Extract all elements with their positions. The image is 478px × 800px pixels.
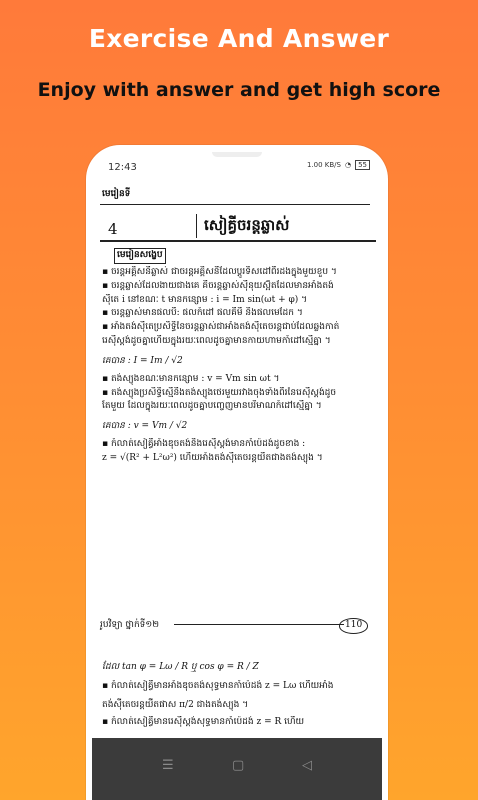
page-number: 110 bbox=[339, 618, 368, 634]
text-line: ▪ តង់ស្យុងខណៈមានកន្សោម : v = Vm sin ωt ។ bbox=[102, 373, 280, 384]
formula-line: ដែល tan φ = Lω / R ឬ cos φ = R / Z bbox=[102, 662, 259, 672]
document-body bbox=[102, 266, 372, 466]
text-line: ▪ កំលាត់សៀគ្វីអាំងឌុចតង់និងរេស៊ីស្តង់មានកាំប៉េដង់ដូចខាង : bbox=[102, 439, 306, 450]
formula-line: គេបាន : I = Im / √2 bbox=[102, 355, 183, 366]
promo-subtitle: Enjoy with answer and get high score bbox=[37, 79, 441, 101]
text-line: តែមួយ ដែលក្នុងរយៈពេលដូចគ្នាបញ្ចេញមានបរិមាណកំដៅស្មើគ្នា ។ bbox=[102, 401, 322, 412]
text-line: ▪ កំលាត់សៀគ្វីមានអាំងឌុចតង់សុទ្ធមានកាំប៉េដង់ z = Lω ហើយអាំង bbox=[102, 681, 334, 691]
text-line: ▪ អាំងតង់ស៊ីតេប្រសិទ្ធិនៃចរន្តឆ្លាស់ជាអាំងតង់ស៊ីតេចរន្តជាប់ដែលឆ្លងកាត់ bbox=[102, 322, 340, 333]
wifi-icon: ◔ bbox=[344, 161, 352, 169]
camera-notch bbox=[212, 152, 262, 157]
home-icon[interactable]: ▢ bbox=[232, 758, 245, 773]
chapter-number: 4 bbox=[108, 220, 118, 238]
status-time: 12:43 bbox=[108, 162, 137, 173]
status-bar bbox=[92, 152, 382, 178]
status-icons bbox=[307, 160, 370, 170]
phone-screen bbox=[92, 152, 382, 800]
navigation-bar bbox=[92, 738, 382, 800]
divider bbox=[100, 204, 370, 205]
battery-icon: 55 bbox=[355, 160, 370, 170]
text-line: ▪ ចរន្តឆ្លាស់មានផលបី: ផលកំដៅ ផលគីមី និងផលមេដែក ។ bbox=[102, 308, 303, 319]
text-line: z = √(R² + L²ω²) ហើយអាំងតង់ស៊ីតេចរន្តយឺតជាងតង់ស្យុង ។ bbox=[102, 452, 323, 463]
divider bbox=[196, 214, 197, 238]
text-line: រេស៊ីស្តង់ដូចគ្នាហើយក្នុងរយៈពេលដូចគ្នាមានកាយហាមកាំដៅស្មើគ្នា ។ bbox=[102, 335, 331, 346]
text-line: ▪ តង់ស្យុងប្រសិទ្ធិស្មើនឹងតង់ស្យុងថេរមួយរវាងចុងទាំងពីរនៃរេស៊ីស្តង់ដូច bbox=[102, 387, 337, 398]
document-page[interactable] bbox=[92, 178, 382, 738]
document-body-next bbox=[102, 654, 372, 730]
divider bbox=[174, 624, 344, 625]
text-line: ស៊ីតេ i នៅខណៈ t មានកន្សោម : i = Im sin(ωt + φ) ។ bbox=[102, 294, 308, 305]
section-title: មេរៀនសង្ខេប bbox=[114, 248, 166, 264]
divider bbox=[100, 240, 376, 242]
doc-header: មេរៀនទី bbox=[102, 189, 131, 199]
page-footer-label: រូបវិទ្យា ថ្នាក់ទី១២ bbox=[100, 620, 160, 630]
back-icon[interactable]: ◁ bbox=[302, 758, 312, 773]
formula-line: គេបាន : v = Vm / √2 bbox=[102, 421, 188, 432]
promo-title: Exercise And Answer bbox=[88, 24, 390, 53]
network-speed: 1.00 KB/S bbox=[306, 161, 341, 169]
text-line: ▪ ចរន្តឆ្លាស់ដែលងាយជាងគេ គឺចរន្តឆ្លាស់ស៊ីនុយស្អ៊ីតដែលមានអាំងតង់ bbox=[102, 280, 334, 291]
chapter-title: សៀគ្វីចរន្តឆ្លាស់ bbox=[204, 216, 290, 234]
text-line: ▪ កំលាត់សៀគ្វីមានរេស៊ីស្តង់សុទ្ធមានកាំប៉េដង់ z = R ហើយ bbox=[102, 716, 305, 727]
menu-icon[interactable]: ☰ bbox=[162, 758, 174, 773]
text-line: តង់ស៊ីតេចរន្តយឺតផាស π/2 ជាងតង់ស្យុង ។ bbox=[102, 699, 249, 710]
text-line: ▪ ចរន្តអគ្គិសនីឆ្លាស់ ជាចរន្តអគ្គិសនីដែលប្តូរទិសដៅពីរដងក្នុងមួយខួប ។ bbox=[102, 267, 337, 277]
